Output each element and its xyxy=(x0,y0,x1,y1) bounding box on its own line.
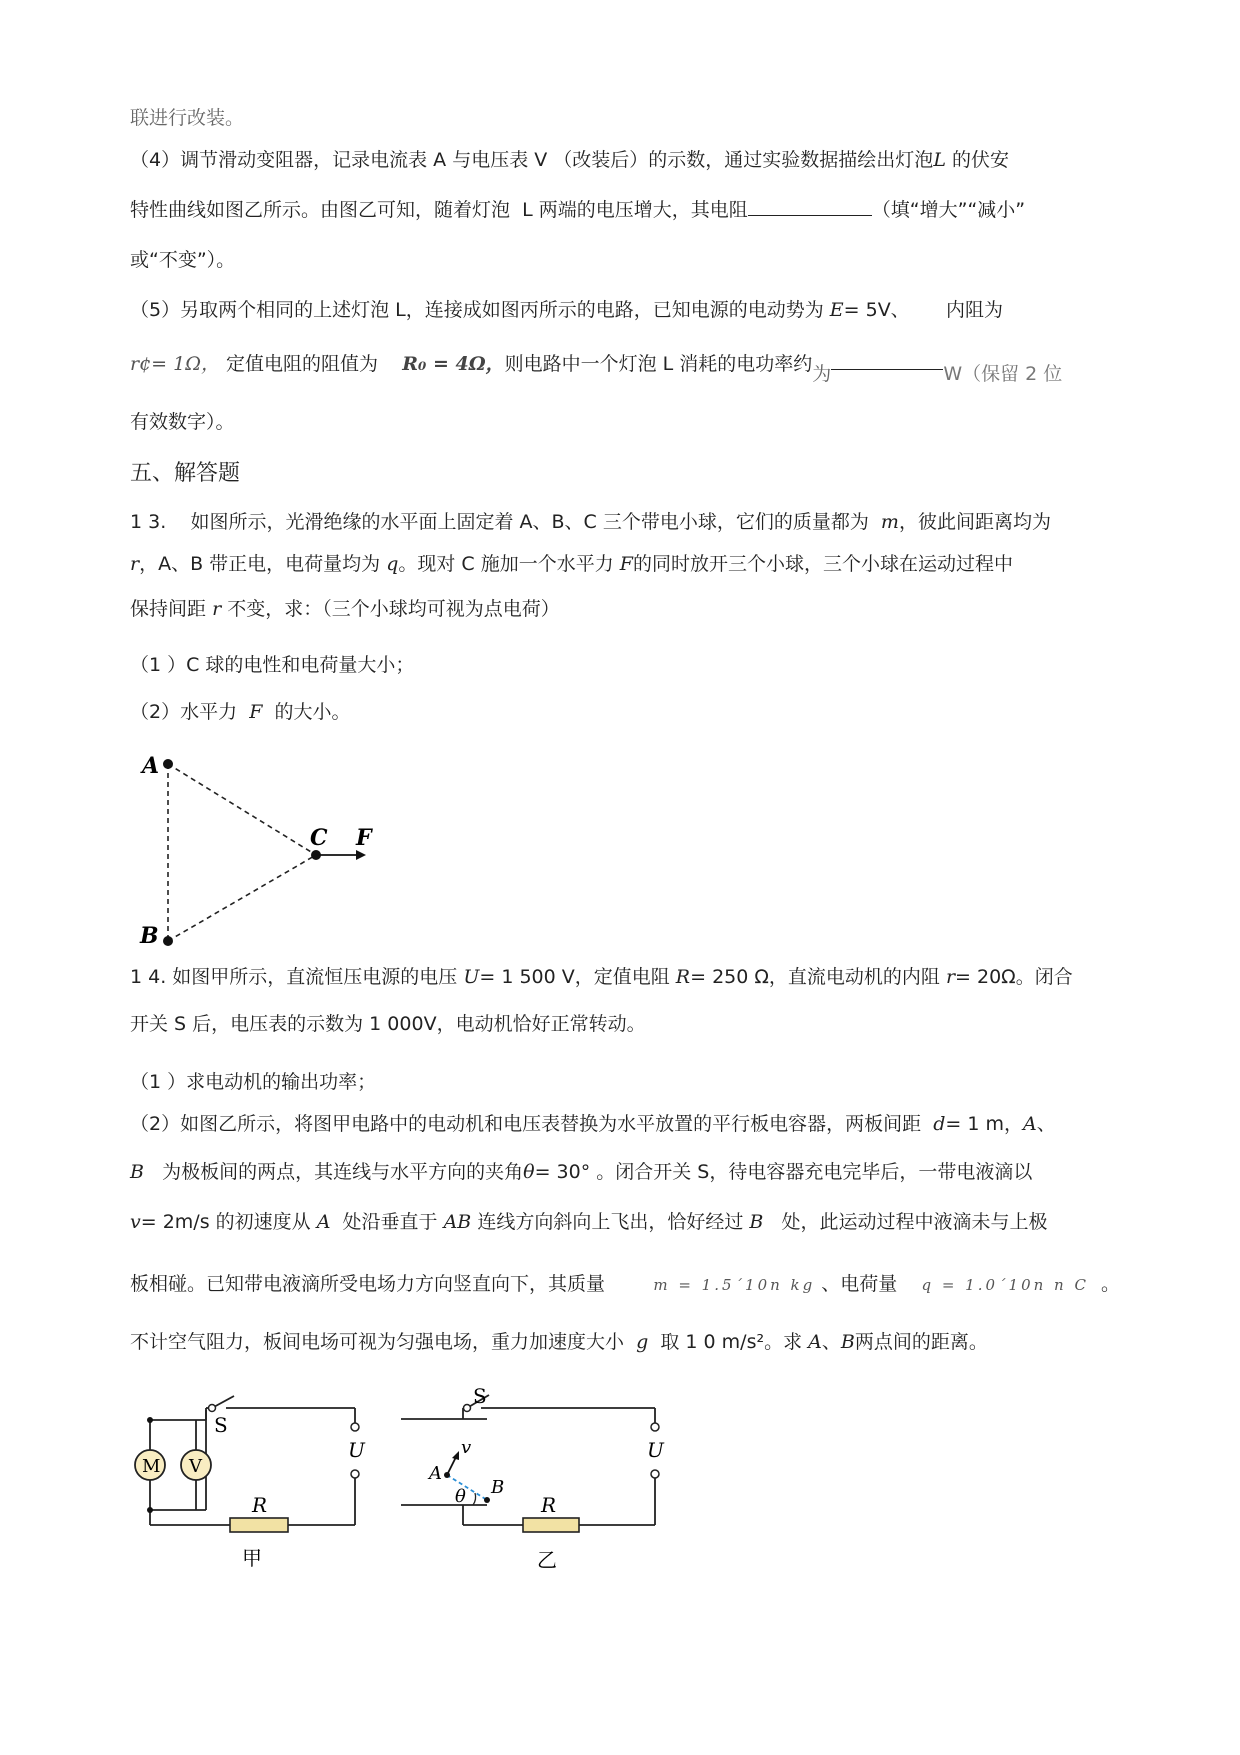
terminal-bottom xyxy=(351,1470,359,1478)
q14-line2: 开关 S 后，电压表的示数为 1 000V，电动机恰好正常转动。 xyxy=(130,1013,646,1035)
force-arrow-head xyxy=(356,850,366,860)
q14-sub1: （1 ）求电动机的输出功率； xyxy=(130,1071,377,1093)
angle-arc xyxy=(473,1493,476,1505)
switch-contact xyxy=(209,1405,216,1412)
label-f: F xyxy=(356,825,372,851)
label-u: U xyxy=(348,1438,365,1462)
q13-line1: 1 3. 如图所示，光滑绝缘的水平面上固定着 A、B、C 三个带电小球，它们的质量都为 m，彼此间距离均为 xyxy=(130,511,1051,533)
label-v: V xyxy=(189,1456,202,1477)
q12-p4-line1: （4）调节滑动变阻器，记录电流表 A 与电压表 V （改装后）的示数，通过实验数据描绘出灯泡L 的伏安 xyxy=(130,149,1009,171)
q12-p5-line3: 有效数字）。 xyxy=(130,411,235,433)
q13-sub1: （1 ）C 球的电性和电荷量大小； xyxy=(130,654,415,676)
junction-dot xyxy=(147,1417,153,1423)
mass-formula-image: m = 1.5´10n kg xyxy=(653,1276,816,1294)
label-r: R xyxy=(252,1493,268,1517)
ball-a xyxy=(163,759,173,769)
label-m: M xyxy=(142,1456,161,1477)
caption-yi: 乙 xyxy=(537,1548,557,1572)
point-b xyxy=(484,1497,490,1503)
label-b: B xyxy=(491,1477,505,1498)
circuit-jia-figure xyxy=(130,1380,380,1570)
resistor-symbol xyxy=(523,1518,579,1532)
label-r: R xyxy=(541,1493,557,1517)
q13-sub2: （2）水平力 F 的大小。 xyxy=(130,701,351,723)
label-a: A xyxy=(429,1463,442,1484)
charge-formula-image: q = 1.0´10n n C xyxy=(921,1276,1089,1294)
label-v: v xyxy=(461,1437,472,1458)
q14-sub2-line3: v= 2m/s 的初速度从 A 处沿垂直于 AB 连线方向斜向上飞出，恰好经过 B 处，此运动过程中液滴未与上极 xyxy=(130,1211,1048,1233)
label-s: S xyxy=(214,1413,228,1437)
q14-sub2-line4: 板相碰。已知带电液滴所受电场力方向竖直向下，其质量 m = 1.5´10n kg 、电荷量 q = 1.0´10n n C 。 xyxy=(130,1273,1121,1295)
q14-sub2-line5: 不计空气阻力，板间电场可视为匀强电场，重力加速度大小 g 取 1 0 m/s²。求 A、B两点间的距离。 xyxy=(130,1331,988,1353)
q12-p5-line1: （5）另取两个相同的上述灯泡 L，连接成如图丙所示的电路，已知电源的电动势为 E= 5V、 内阻为 xyxy=(130,299,1003,321)
q14-sub2-line1: （2）如图乙所示，将图甲电路中的电动机和电压表替换为水平放置的平行板电容器，两板间距 d= 1 m，A、 xyxy=(130,1113,1056,1135)
triangle-figure xyxy=(130,745,400,950)
junction-dot xyxy=(147,1507,153,1513)
section-heading: 五、解答题 xyxy=(130,461,241,486)
q12-p4-line3: 或“不变”）。 xyxy=(130,249,236,271)
answer-blank xyxy=(831,369,943,370)
label-b: B xyxy=(140,923,159,949)
label-u: U xyxy=(647,1438,664,1462)
ab-link-dashed xyxy=(447,1475,487,1500)
top-fragment: 联进行改装。 xyxy=(130,107,245,129)
q12-p4-line2: 特性曲线如图乙所示。由图乙可知，随着灯泡 L 两端的电压增大，其电阻 （填“增大”“减小” xyxy=(130,199,1026,221)
edge-bc xyxy=(168,855,316,941)
ball-b xyxy=(163,936,173,946)
q12-p5-line2: r¢= 1Ω， 定值电阻的阻值为 R₀ = 4Ω，则电路中一个灯泡 L 消耗的电功率约为 W（保留 2 位 xyxy=(130,353,1063,385)
label-theta: θ xyxy=(455,1486,466,1507)
q14-sub2-line2: B 为极板间的两点，其连线与水平方向的夹角θ= 30° 。闭合开关 S，待电容器充电完毕后，一带电液滴以 xyxy=(130,1161,1033,1183)
circuit-yi-figure xyxy=(395,1375,675,1575)
velocity-arrow-head xyxy=(452,1451,459,1460)
terminal-bottom xyxy=(651,1470,659,1478)
caption-jia: 甲 xyxy=(242,1546,262,1570)
q14-line1: 1 4. 如图甲所示，直流恒压电源的电压 U= 1 500 V，定值电阻 R= 250 Ω，直流电动机的内阻 r= 20Ω。闭合 xyxy=(130,966,1073,988)
terminal-top xyxy=(351,1423,359,1431)
answer-blank xyxy=(748,215,872,216)
label-s: S xyxy=(473,1384,487,1408)
switch-contact xyxy=(464,1405,471,1412)
resistor-symbol xyxy=(230,1518,288,1532)
label-c: C xyxy=(310,825,328,851)
q13-line2: r，A、B 带正电，电荷量均为 q。现对 C 施加一个水平力 F的同时放开三个小球，三个小球在运动过程中 xyxy=(130,553,1013,575)
terminal-top xyxy=(651,1423,659,1431)
edge-ac xyxy=(168,764,316,855)
label-a: A xyxy=(142,753,160,779)
q13-line3: 保持间距 r 不变，求：（三个小球均可视为点电荷） xyxy=(130,598,560,620)
